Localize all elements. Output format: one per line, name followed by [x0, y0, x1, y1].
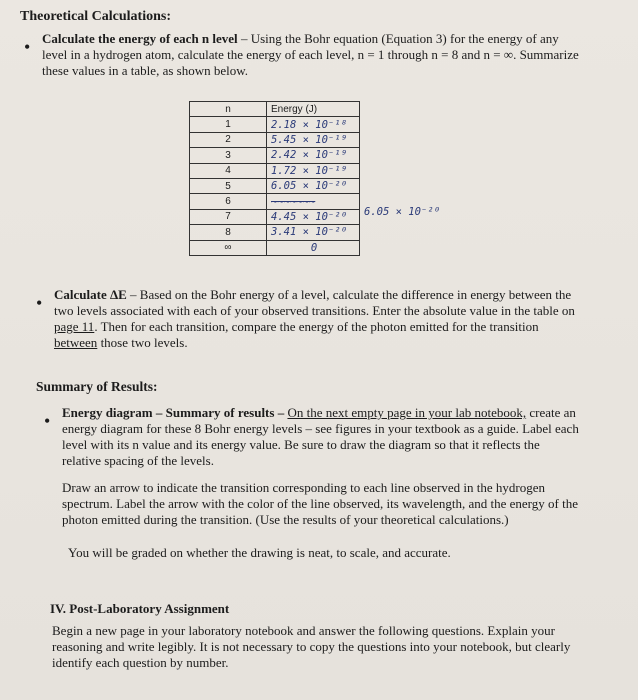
- energy-diagram-text: create an energy diagram for these 8 Bohr energy levels – see figures in your textbook as a guide. Label each level with its n value and its energy value. Be sure to draw the diagram so that it reflects the relative spacing of the levels.: [62, 405, 579, 468]
- table-row: [190, 163, 360, 178]
- summary-title: Summary of Results:: [36, 379, 158, 394]
- post-lab-title: IV. Post-Laboratory Assignment: [50, 601, 230, 616]
- cell-energy: 3.41 × 10⁻²⁰: [267, 225, 360, 240]
- cell-n: 6: [190, 194, 267, 209]
- cell-n: 5: [190, 178, 267, 193]
- page-reference: page 11: [54, 319, 95, 334]
- table-row: [190, 132, 360, 147]
- cell-n: 4: [190, 163, 267, 178]
- energy-diagram-lead: Energy diagram – Summary of results –: [62, 405, 288, 420]
- cell-energy-scribbled: ~~~~~~~: [267, 194, 360, 209]
- cell-n: ∞: [190, 240, 267, 255]
- bullet-dot: •: [36, 293, 43, 313]
- cell-energy: 5.45 × 10⁻¹⁹: [267, 132, 360, 147]
- energy-table: [189, 101, 360, 256]
- cell-n: 7: [190, 209, 267, 224]
- between-word: between: [54, 335, 98, 350]
- table-row: [190, 225, 360, 240]
- delta-e-text-3: those two levels.: [97, 335, 188, 350]
- arrow-instruction: Draw an arrow to indicate the transition corresponding to each line observed in the hydrogen spectrum. Label the arrow with the color of the line observed, its wavelength, and the energy of the photon emitted during the transition. (Use the results of your theoretical calculations.): [62, 480, 578, 527]
- table-row: [190, 117, 360, 132]
- table-row: [190, 148, 360, 163]
- delta-e-text-1: – Based on the Bohr energy of a level, calculate the difference in energy between the two levels associated with each of your observed transitions. Enter the absolute value in the table on: [54, 287, 575, 318]
- header-n: n: [190, 102, 267, 117]
- delta-e-text-2: . Then for each transition, compare the energy of the photon emitted for the transition: [94, 319, 539, 334]
- energy-diagram-instruction: [62, 405, 580, 469]
- section-title: Theoretical Calculations:: [20, 9, 172, 24]
- bullet-dot: •: [44, 411, 51, 431]
- grading-note: You will be graded on whether the drawing is neat, to scale, and accurate.: [68, 545, 451, 560]
- cell-n: 2: [190, 132, 267, 147]
- cell-n: 3: [190, 148, 267, 163]
- cell-energy: 2.42 × 10⁻¹⁹: [267, 148, 360, 163]
- delta-e-instruction: [54, 287, 582, 351]
- table-row: [190, 178, 360, 193]
- cell-energy: 6.05 × 10⁻²⁰: [267, 178, 360, 193]
- delta-e-lead: Calculate ΔE: [54, 287, 127, 302]
- table-row: [190, 194, 360, 209]
- cell-n: 1: [190, 117, 267, 132]
- cell-energy: 2.18 × 10⁻¹⁸: [267, 117, 360, 132]
- energy-levels-lead: Calculate the energy of each n level: [42, 31, 238, 46]
- table-row: [190, 209, 360, 224]
- table-row: [190, 240, 360, 255]
- energy-levels-instruction: [42, 31, 582, 79]
- bullet-dot: •: [24, 37, 31, 57]
- cell-energy: 4.45 × 10⁻²⁰: [267, 209, 360, 224]
- margin-note: 6.05 × 10⁻²⁰: [364, 206, 440, 218]
- cell-energy: 1.72 × 10⁻¹⁹: [267, 163, 360, 178]
- cell-energy: 0: [267, 240, 360, 255]
- energy-levels-text: – Using the Bohr equation (Equation 3) for the energy of any level in a hydrogen atom, calculate the energy of each level, n = 1 through n = 8 and n = ∞. Summarize these values in a table, as shown below.: [42, 31, 579, 78]
- table-header-row: [190, 102, 360, 117]
- post-lab-instruction: Begin a new page in your laboratory notebook and answer the following questions. Explain your reasoning and write legibly. It is not necessary to copy the questions into your notebook, but clearly identify each question by number.: [52, 623, 571, 670]
- cell-n: 8: [190, 225, 267, 240]
- header-energy: Energy (J): [267, 102, 360, 117]
- notebook-instruction: On the next empty page in your lab notebook,: [287, 405, 527, 420]
